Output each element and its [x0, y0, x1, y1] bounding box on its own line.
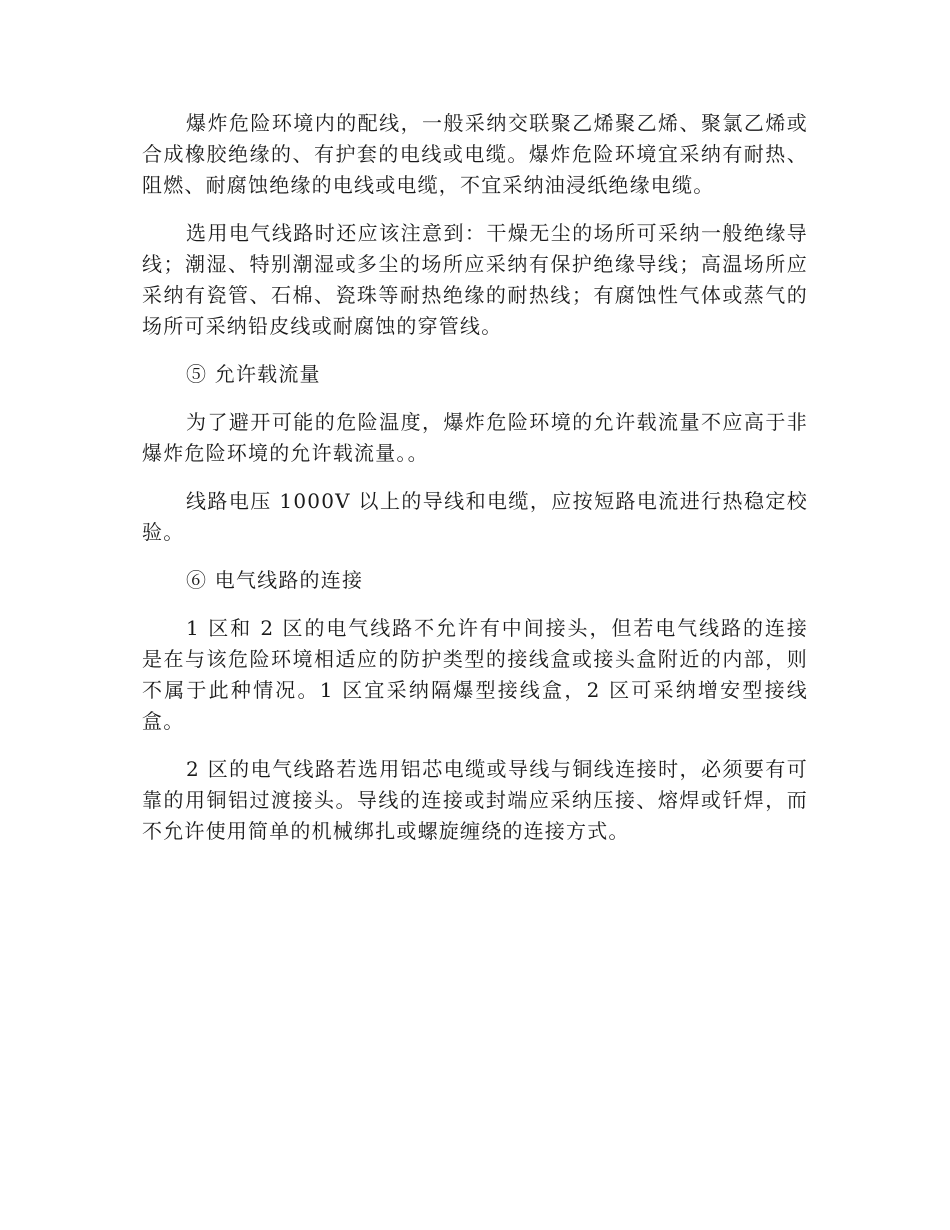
paragraph-wire-selection: 选用电气线路时还应该注意到：干燥无尘的场所可采纳一般绝缘导线；潮湿、特别潮湿或多尘的场所应采纳有保护绝缘导线；高温场所应采纳有瓷管、石棉、瓷珠等耐热绝缘的耐热线；有腐蚀性气体或蒸气的场所可采纳铅皮线或耐腐蚀的穿管线。: [142, 221, 808, 338]
section-heading-connections: ⑥ 电气线路的连接: [186, 568, 364, 592]
paragraph-wiring-materials: 爆炸危险环境内的配线，一般采纳交联聚乙烯聚乙烯、聚氯乙烯或合成橡胶绝缘的、有护套的电线或电缆。爆炸危险环境宜采纳有耐热、阻燃、耐腐蚀绝缘的电线或电缆，不宜采纳油浸纸绝缘电缆。: [142, 111, 808, 197]
section-heading-ampacity: ⑤ 允许载流量: [186, 362, 321, 386]
document-page: [142, 108, 808, 864]
paragraph-copper-aluminum: 2 区的电气线路若选用铝芯电缆或导线与铜线连接时，必须要有可靠的用铜铝过渡接头。导线的连接或封端应采纳压接、熔焊或钎焊，而不允许使用简单的机械绑扎或螺旋缠绕的连接方式。: [142, 757, 808, 843]
paragraph-junction-boxes: 1 区和 2 区的电气线路不允许有中间接头，但若电气线路的连接是在与该危险环境相适应的防护类型的接线盒或接头盒附近的内部，则不属于此种情况。1 区宜采纳隔爆型接线盒，2 区可采纳增安型接线盒。: [142, 616, 808, 733]
paragraph-thermal-stability: 线路电压 1000V 以上的导线和电缆，应按短路电流进行热稳定校验。: [142, 489, 808, 544]
paragraph-ampacity: 为了避开可能的危险温度，爆炸危险环境的允许载流量不应高于非爆炸危险环境的允许载流量。。: [142, 410, 808, 465]
